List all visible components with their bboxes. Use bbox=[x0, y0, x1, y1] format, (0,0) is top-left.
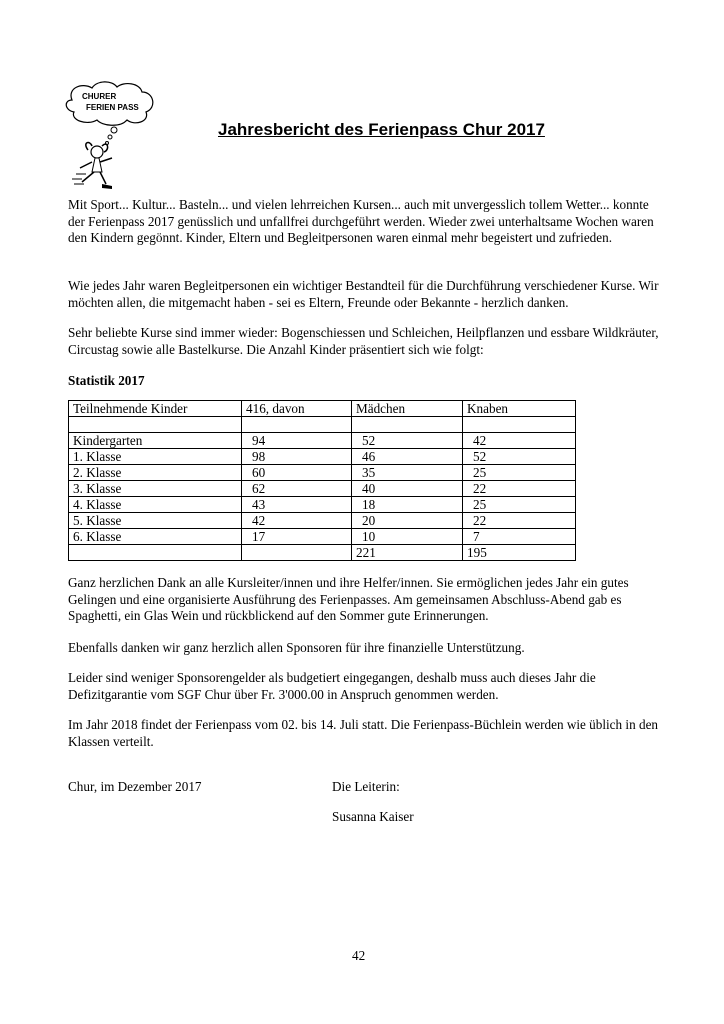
statistics-table bbox=[68, 400, 576, 561]
table-cell: 52 bbox=[463, 449, 576, 465]
page-number: 42 bbox=[352, 948, 366, 963]
signature-place-date: Chur, im Dezember 2017 bbox=[68, 779, 202, 794]
table-cell: 6. Klasse bbox=[69, 529, 242, 545]
table-header-cell: Teilnehmende Kinder bbox=[69, 401, 242, 417]
table-cell: 60 bbox=[242, 465, 352, 481]
table-cell: 4. Klasse bbox=[69, 497, 242, 513]
table-cell bbox=[463, 417, 576, 433]
deficit-paragraph: Leider sind weniger Sponsorengelder als budgetiert eingegangen, deshalb muss auch dieses Jahr die Defizitgarantie vom SGF Chur über Fr. 3'000.00 in Anspruch genommen werden. bbox=[68, 670, 596, 702]
table-cell: Kindergarten bbox=[69, 433, 242, 449]
table-cell: 22 bbox=[463, 481, 576, 497]
table-cell: 94 bbox=[242, 433, 352, 449]
table-header-cell: Mädchen bbox=[352, 401, 463, 417]
table-cell: 10 bbox=[352, 529, 463, 545]
table-cell: 35 bbox=[352, 465, 463, 481]
table-cell: 3. Klasse bbox=[69, 481, 242, 497]
svg-text:FERIEN PASS: FERIEN PASS bbox=[86, 103, 139, 112]
table-row bbox=[69, 433, 576, 449]
sponsors-paragraph: Ebenfalls danken wir ganz herzlich allen Sponsoren für ihre finanzielle Unterstützung. bbox=[68, 640, 525, 655]
document-title: Jahresbericht des Ferienpass Chur 2017 bbox=[218, 120, 545, 139]
table-cell: 1. Klasse bbox=[69, 449, 242, 465]
signature-name: Susanna Kaiser bbox=[332, 809, 414, 824]
table-cell: 25 bbox=[463, 465, 576, 481]
statistics-heading: Statistik 2017 bbox=[68, 373, 145, 388]
table-total-row bbox=[69, 545, 576, 561]
ferienpass-logo bbox=[62, 80, 162, 190]
table-header-row bbox=[69, 401, 576, 417]
table-cell: 62 bbox=[242, 481, 352, 497]
table-cell: 25 bbox=[463, 497, 576, 513]
table-header-cell: 416, davon bbox=[242, 401, 352, 417]
table-cell: 2. Klasse bbox=[69, 465, 242, 481]
table-cell: 20 bbox=[352, 513, 463, 529]
table-cell bbox=[242, 417, 352, 433]
intro-paragraph: Mit Sport... Kultur... Basteln... und vielen lehrreichen Kursen... auch mit unvergesslich tollem Wetter... konnte der Ferienpass 2017 genüsslich und unfallfrei durchgeführt werden. Wieder zwei unterhaltsame Wochen waren den Kindern gegönnt. Kinder, Eltern und Begleitpersonen waren einmal mehr begeistert und zufrieden. bbox=[68, 197, 654, 245]
svg-text:CHURER: CHURER bbox=[82, 92, 117, 101]
helpers-paragraph: Wie jedes Jahr waren Begleitpersonen ein wichtiger Bestandteil für die Durchführung verschiedener Kurse. Wir möchten allen, die mitgemacht haben - sei es Eltern, Freunde oder Bekannte - herzlich danken. bbox=[68, 278, 659, 310]
table-row bbox=[69, 529, 576, 545]
table-cell: 22 bbox=[463, 513, 576, 529]
table-cell: 221 bbox=[352, 545, 463, 561]
table-row bbox=[69, 513, 576, 529]
outlook-paragraph: Im Jahr 2018 findet der Ferienpass vom 02. bis 14. Juli statt. Die Ferienpass-Büchlein werden wie üblich in den Klassen verteilt. bbox=[68, 717, 659, 749]
courses-paragraph: Sehr beliebte Kurse sind immer wieder: Bogenschiessen und Schleichen, Heilpflanzen und essbare Wildkräuter, Circustag sowie alle Bastelkurse. Die Anzahl Kinder präsentiert sich wie folgt: bbox=[68, 325, 659, 357]
table-cell: 17 bbox=[242, 529, 352, 545]
table-cell bbox=[242, 545, 352, 561]
table-cell: 195 bbox=[463, 545, 576, 561]
table-row bbox=[69, 497, 576, 513]
table-row bbox=[69, 465, 576, 481]
table-cell: 43 bbox=[242, 497, 352, 513]
table-cell bbox=[69, 417, 242, 433]
thanks-paragraph: Ganz herzlichen Dank an alle Kursleiter/innen und ihre Helfer/innen. Sie ermöglichen jedes Jahr ein gutes Gelingen und eine organisierte Ausführung des Ferienpasses. Am gemeinsamen Abschluss-Abend gab es Spaghetti, ein Glas Wein und rückblickend auf den Sommer gute Erinnerungen. bbox=[68, 575, 629, 623]
table-cell: 5. Klasse bbox=[69, 513, 242, 529]
table-cell: 42 bbox=[242, 513, 352, 529]
table-cell: 98 bbox=[242, 449, 352, 465]
table-cell: 46 bbox=[352, 449, 463, 465]
table-cell: 7 bbox=[463, 529, 576, 545]
table-cell: 52 bbox=[352, 433, 463, 449]
table-cell bbox=[69, 545, 242, 561]
table-cell: 18 bbox=[352, 497, 463, 513]
table-row bbox=[69, 449, 576, 465]
signature-role: Die Leiterin: bbox=[332, 779, 400, 794]
table-cell: 40 bbox=[352, 481, 463, 497]
table-cell: 42 bbox=[463, 433, 576, 449]
table-row bbox=[69, 417, 576, 433]
table-row bbox=[69, 481, 576, 497]
table-cell bbox=[352, 417, 463, 433]
table-header-cell: Knaben bbox=[463, 401, 576, 417]
